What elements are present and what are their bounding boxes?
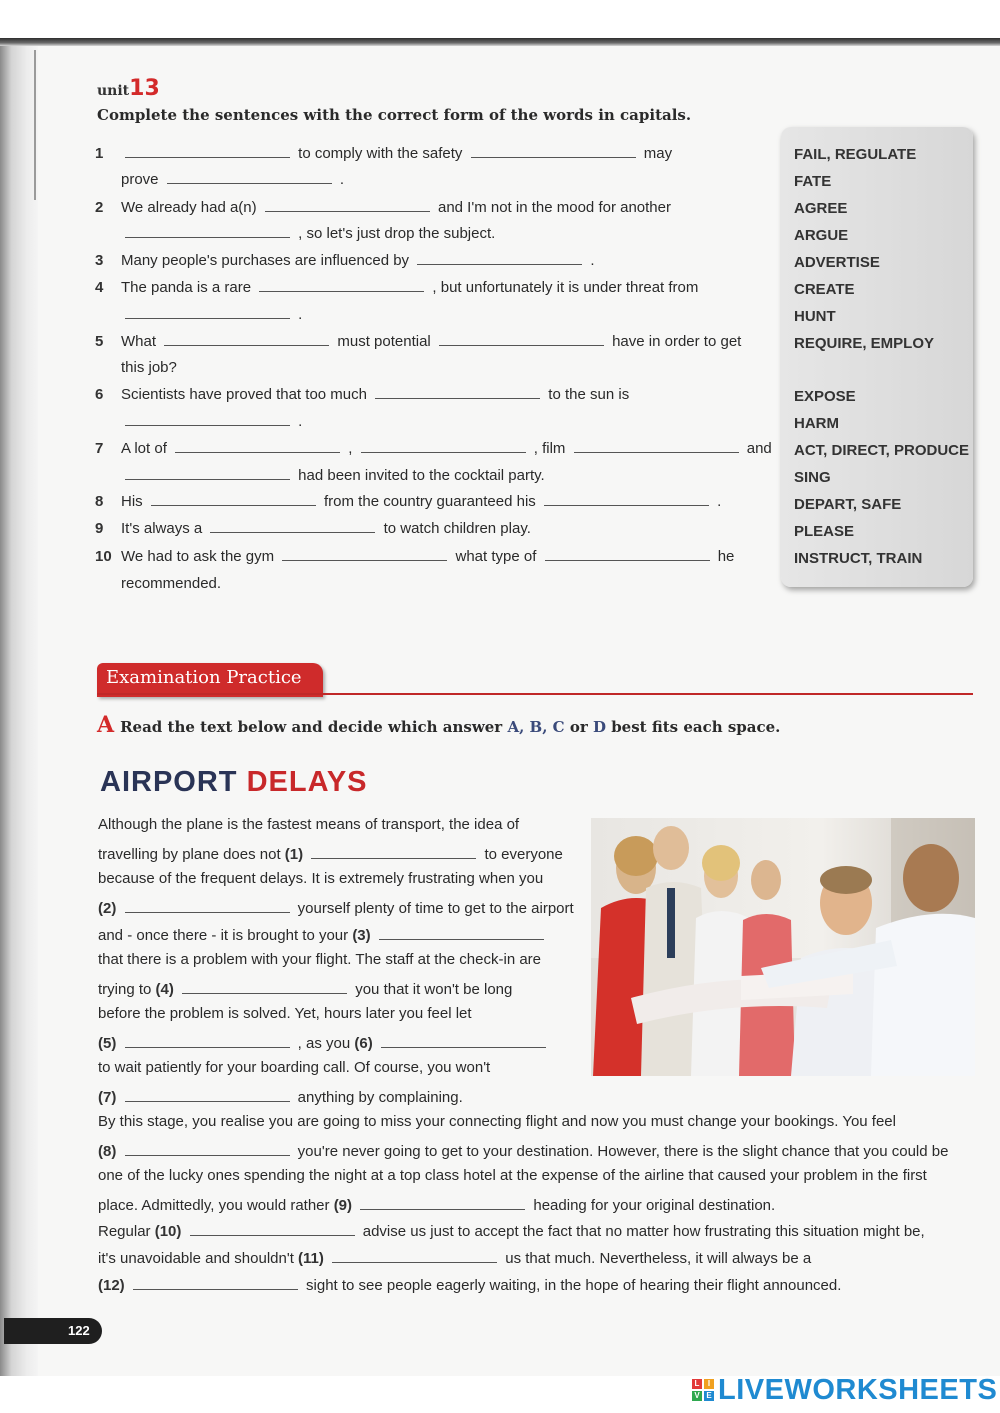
article-text-segment: place. Admittedly, you would rather: [98, 1197, 334, 1214]
answer-blank[interactable]: [574, 437, 739, 453]
sentence-text: , so let's just drop the subject.: [294, 225, 496, 242]
sentence-text: .: [586, 252, 595, 269]
article-text-segment: [371, 927, 375, 944]
article-line: [98, 1032, 550, 1052]
article-line: [98, 978, 512, 998]
brand-name: LIVEWORKSHEETS: [718, 1373, 998, 1406]
gap-number: (11): [298, 1250, 324, 1267]
article-title: [100, 766, 368, 799]
exercise-line: [95, 488, 785, 515]
article-text-segment: Regular: [98, 1223, 155, 1240]
sentence-text: recommended.: [121, 575, 222, 592]
article-line: [98, 897, 574, 917]
gap-number: (1): [284, 846, 304, 863]
article-text-segment: one of the lucky ones spending the night at a top class hotel at the expense of the airline that caused your problem in the first: [98, 1167, 927, 1184]
article-text-segment: because of the frequent delays. It is extremely frustrating when you: [98, 870, 544, 887]
answer-blank[interactable]: [125, 142, 290, 158]
article-line: [98, 1140, 948, 1160]
word-box-item: FAIL, REGULATE: [794, 146, 917, 163]
word-box-item: ACT, DIRECT, PRODUCE: [794, 442, 970, 459]
answer-blank[interactable]: [125, 1140, 290, 1156]
exam-practice-title: Examination Practice: [106, 667, 302, 688]
gap-number: (9): [333, 1197, 353, 1214]
article-text-segment: [174, 981, 178, 998]
gap-number: (7): [98, 1089, 117, 1106]
exam-divider: [97, 693, 973, 695]
article-text-segment: travelling by plane does not: [98, 846, 285, 863]
sentence-text: and: [742, 440, 772, 457]
article-line: [98, 924, 548, 944]
article-text-segment: and - once there - it is brought to your: [98, 927, 353, 944]
answer-blank[interactable]: [360, 1194, 525, 1210]
sentence-text: We already had a(n): [121, 199, 261, 216]
answer-blank[interactable]: [175, 437, 340, 453]
brand-logo-icon: [692, 1379, 714, 1401]
word-box-item: FATE: [794, 173, 832, 190]
liveworksheets-brand[interactable]: [692, 1372, 997, 1408]
sentence-text: , but unfortunately it is under threat from: [428, 279, 699, 296]
word-box-item: HUNT: [794, 308, 836, 325]
exercise-line: [95, 194, 785, 221]
article-line: [98, 870, 543, 887]
word-box-item: ARGUE: [794, 227, 849, 244]
item-number: 4: [95, 279, 104, 296]
sentence-text: .: [294, 413, 303, 430]
sentence-text: .: [294, 306, 303, 323]
sentence-text: from the country guaranteed his: [319, 493, 540, 510]
item-number: 7: [95, 440, 104, 457]
answer-blank[interactable]: [332, 1247, 497, 1263]
article-line: [98, 1059, 490, 1076]
article-text-segment: anything by complaining.: [293, 1089, 463, 1106]
sentence-text: must potential: [333, 333, 435, 350]
article-line: [98, 1113, 896, 1130]
book-spine: [0, 46, 38, 1376]
sentence-text: .: [335, 171, 345, 188]
sentence-text: ,: [344, 440, 357, 457]
page-number: 122: [68, 1323, 90, 1338]
task-text-pre: Read the text below and decide which answer: [120, 718, 508, 736]
answer-blank[interactable]: [361, 437, 526, 453]
task-option-d: D: [592, 718, 606, 736]
article-text-segment: [373, 1035, 377, 1052]
unit-heading: [97, 76, 160, 101]
sentence-text: and I'm not in the mood for another: [433, 199, 671, 216]
unit-number: 13: [129, 76, 160, 101]
article-text-segment: sight to see people eagerly waiting, in the hope of hearing their flight announced.: [301, 1277, 842, 1294]
answer-blank[interactable]: [375, 383, 540, 399]
item-number: 1: [95, 145, 104, 162]
word-box-item: CREATE: [794, 281, 855, 298]
logo-letter: I: [704, 1379, 714, 1389]
article-line: [98, 1274, 841, 1294]
answer-blank[interactable]: [133, 1274, 298, 1290]
sentence-text: Scientists have proved that too much: [121, 386, 372, 403]
article-text-segment: before the problem is solved. Yet, hours later you feel let: [98, 1005, 472, 1022]
word-box-item: AGREE: [794, 200, 848, 217]
article-line: [98, 816, 519, 833]
gap-number: (12): [98, 1277, 125, 1294]
sentence-text: A lot of: [121, 440, 172, 457]
page-number-tab: [4, 1318, 102, 1344]
article-text-segment: you're never going to get to your destination. However, there is the slight chance that you could be: [293, 1143, 949, 1160]
exercise-line: [95, 328, 785, 355]
people-waiting-image: [591, 818, 975, 1076]
answer-blank[interactable]: [439, 330, 604, 346]
exercise-line: [95, 381, 785, 408]
article-title-a: AIRPORT: [100, 766, 238, 798]
answer-blank[interactable]: [125, 303, 290, 319]
item-number: 3: [95, 252, 104, 269]
answer-blank[interactable]: [210, 517, 375, 533]
article-line: [98, 951, 541, 968]
article-text-segment: [352, 1197, 356, 1214]
article-text-segment: , as you: [293, 1035, 355, 1052]
article-line: [98, 1086, 463, 1106]
article-text-segment: it's unavoidable and shouldn't: [98, 1250, 299, 1267]
item-number: 9: [95, 520, 104, 537]
gap-number: (3): [352, 927, 371, 944]
article-text-segment: [116, 1089, 120, 1106]
answer-blank[interactable]: [471, 142, 636, 158]
gap-number: (8): [98, 1143, 117, 1160]
sentence-text: His: [121, 493, 147, 510]
answer-blank[interactable]: [417, 249, 582, 265]
book-top-shadow: [0, 38, 1000, 46]
task-or: or: [564, 718, 593, 736]
article-text-segment: [303, 846, 307, 863]
answer-blank[interactable]: [164, 330, 329, 346]
logo-letter: E: [704, 1391, 714, 1401]
airport-photo: [591, 818, 975, 1076]
article-line: [98, 1247, 811, 1267]
exercise-line: [95, 166, 785, 193]
exercise-line: [95, 274, 785, 301]
answer-blank[interactable]: [125, 222, 290, 238]
sentence-text: What: [121, 333, 161, 350]
article-line: [98, 843, 563, 863]
item-number: 6: [95, 386, 104, 403]
gap-number: (5): [98, 1035, 117, 1052]
word-box-item: DEPART, SAFE: [794, 496, 902, 513]
article-line: [98, 1194, 775, 1214]
gap-number: (2): [98, 900, 117, 917]
answer-blank[interactable]: [151, 490, 316, 506]
sentence-text: had been invited to the cocktail party.: [294, 467, 545, 484]
article-text-segment: [181, 1223, 185, 1240]
word-box: [781, 127, 973, 587]
exercise-line: [95, 140, 785, 167]
task-instruction: [97, 712, 780, 738]
article-text-segment: to everyone: [480, 846, 563, 863]
sentence-text: what type of: [451, 548, 541, 565]
answer-blank[interactable]: [381, 1032, 546, 1048]
word-box-item: EXPOSE: [794, 388, 856, 405]
article-text-segment: [324, 1250, 328, 1267]
sentence-text: to comply with the safety: [294, 145, 467, 162]
sentence-text: have in order to get: [607, 333, 742, 350]
word-box-item: HARM: [794, 415, 839, 432]
item-number: 5: [95, 333, 104, 350]
answer-blank[interactable]: [379, 924, 544, 940]
article-title-b: DELAYS: [246, 766, 368, 798]
sentence-text: , film: [529, 440, 570, 457]
sentence-text: may: [639, 145, 673, 162]
sentence-text: We had to ask the gym: [121, 548, 279, 565]
answer-blank[interactable]: [190, 1220, 355, 1236]
answer-blank[interactable]: [125, 897, 290, 913]
sentence-text: The panda is a rare: [121, 279, 256, 296]
answer-blank[interactable]: [125, 464, 290, 480]
exercise-line: [95, 247, 785, 274]
article-text-segment: By this stage, you realise you are going to miss your connecting flight and now you must change your bookings. You feel: [98, 1113, 896, 1130]
article-text-segment: [116, 1143, 120, 1160]
sentence-text: this job?: [121, 359, 177, 376]
article-text-segment: to wait patiently for your boarding call. Of course, you won't: [98, 1059, 491, 1076]
sentence-text: .: [712, 493, 722, 510]
exercise-line: [95, 435, 785, 462]
exercise-line: [95, 408, 785, 435]
article-text-segment: [125, 1277, 129, 1294]
answer-blank[interactable]: [167, 168, 332, 184]
answer-blank[interactable]: [125, 410, 290, 426]
exercise-line: [95, 354, 785, 381]
exercise-line: [95, 220, 785, 247]
word-box-item: SING: [794, 469, 831, 486]
answer-blank[interactable]: [265, 196, 430, 212]
gap-number: (6): [354, 1035, 373, 1052]
word-box-item: REQUIRE, EMPLOY: [794, 335, 935, 352]
unit-label: unit: [97, 83, 130, 99]
answer-blank[interactable]: [125, 1086, 290, 1102]
word-box-item: INSTRUCT, TRAIN: [794, 550, 923, 567]
word-box-item: PLEASE: [794, 523, 855, 540]
sentence-text: he: [713, 548, 735, 565]
item-number: 8: [95, 493, 104, 510]
logo-letter: L: [692, 1379, 702, 1389]
sentence-text: to watch children play.: [379, 520, 531, 537]
answer-blank[interactable]: [544, 490, 709, 506]
article-text-segment: Although the plane is the fastest means of transport, the idea of: [98, 816, 520, 833]
logo-letter: V: [692, 1391, 702, 1401]
answer-blank[interactable]: [545, 545, 710, 561]
article-text-segment: heading for your original destination.: [529, 1197, 776, 1214]
exercise-line: [95, 543, 785, 570]
answer-blank[interactable]: [282, 545, 447, 561]
article-line: [98, 1167, 927, 1184]
answer-blank[interactable]: [125, 1032, 290, 1048]
exercise-line: [95, 570, 785, 597]
article-text-segment: that there is a problem with your flight. The staff at the check-in are: [98, 951, 542, 968]
article-text-segment: [116, 900, 120, 917]
task-options: A, B, C: [507, 718, 565, 736]
article-text-segment: you that it won't be long: [351, 981, 513, 998]
sentence-text: prove: [121, 171, 163, 188]
word-box-item: ADVERTISE: [794, 254, 880, 271]
article-text-segment: yourself plenty of time to get to the airport: [293, 900, 574, 917]
article-text-segment: advise us just to accept the fact that no matter how frustrating this situation might be,: [358, 1223, 925, 1240]
article-text-segment: trying to: [98, 981, 156, 998]
article-line: [98, 1005, 472, 1022]
item-number: 10: [95, 548, 112, 565]
answer-blank[interactable]: [311, 843, 476, 859]
exercise-instruction: Complete the sentences with the correct form of the words in capitals.: [97, 106, 692, 124]
sentence-text: It's always a: [121, 520, 207, 537]
article-text-segment: us that much. Nevertheless, it will always be a: [501, 1250, 812, 1267]
gap-number: (10): [154, 1223, 182, 1240]
article-line: [98, 1220, 925, 1240]
task-text-post: best fits each space.: [605, 718, 781, 736]
spine-line: [34, 50, 36, 200]
answer-blank[interactable]: [259, 276, 424, 292]
gap-number: (4): [155, 981, 174, 998]
task-letter: A: [97, 712, 115, 738]
answer-blank[interactable]: [182, 978, 347, 994]
exercise-line: [95, 301, 785, 328]
article-text-segment: [116, 1035, 120, 1052]
item-number: 2: [95, 199, 104, 216]
sentence-text: to the sun is: [544, 386, 630, 403]
sentence-text: Many people's purchases are influenced by: [121, 252, 414, 269]
exercise-line: [95, 462, 785, 489]
exercise-line: [95, 515, 785, 542]
